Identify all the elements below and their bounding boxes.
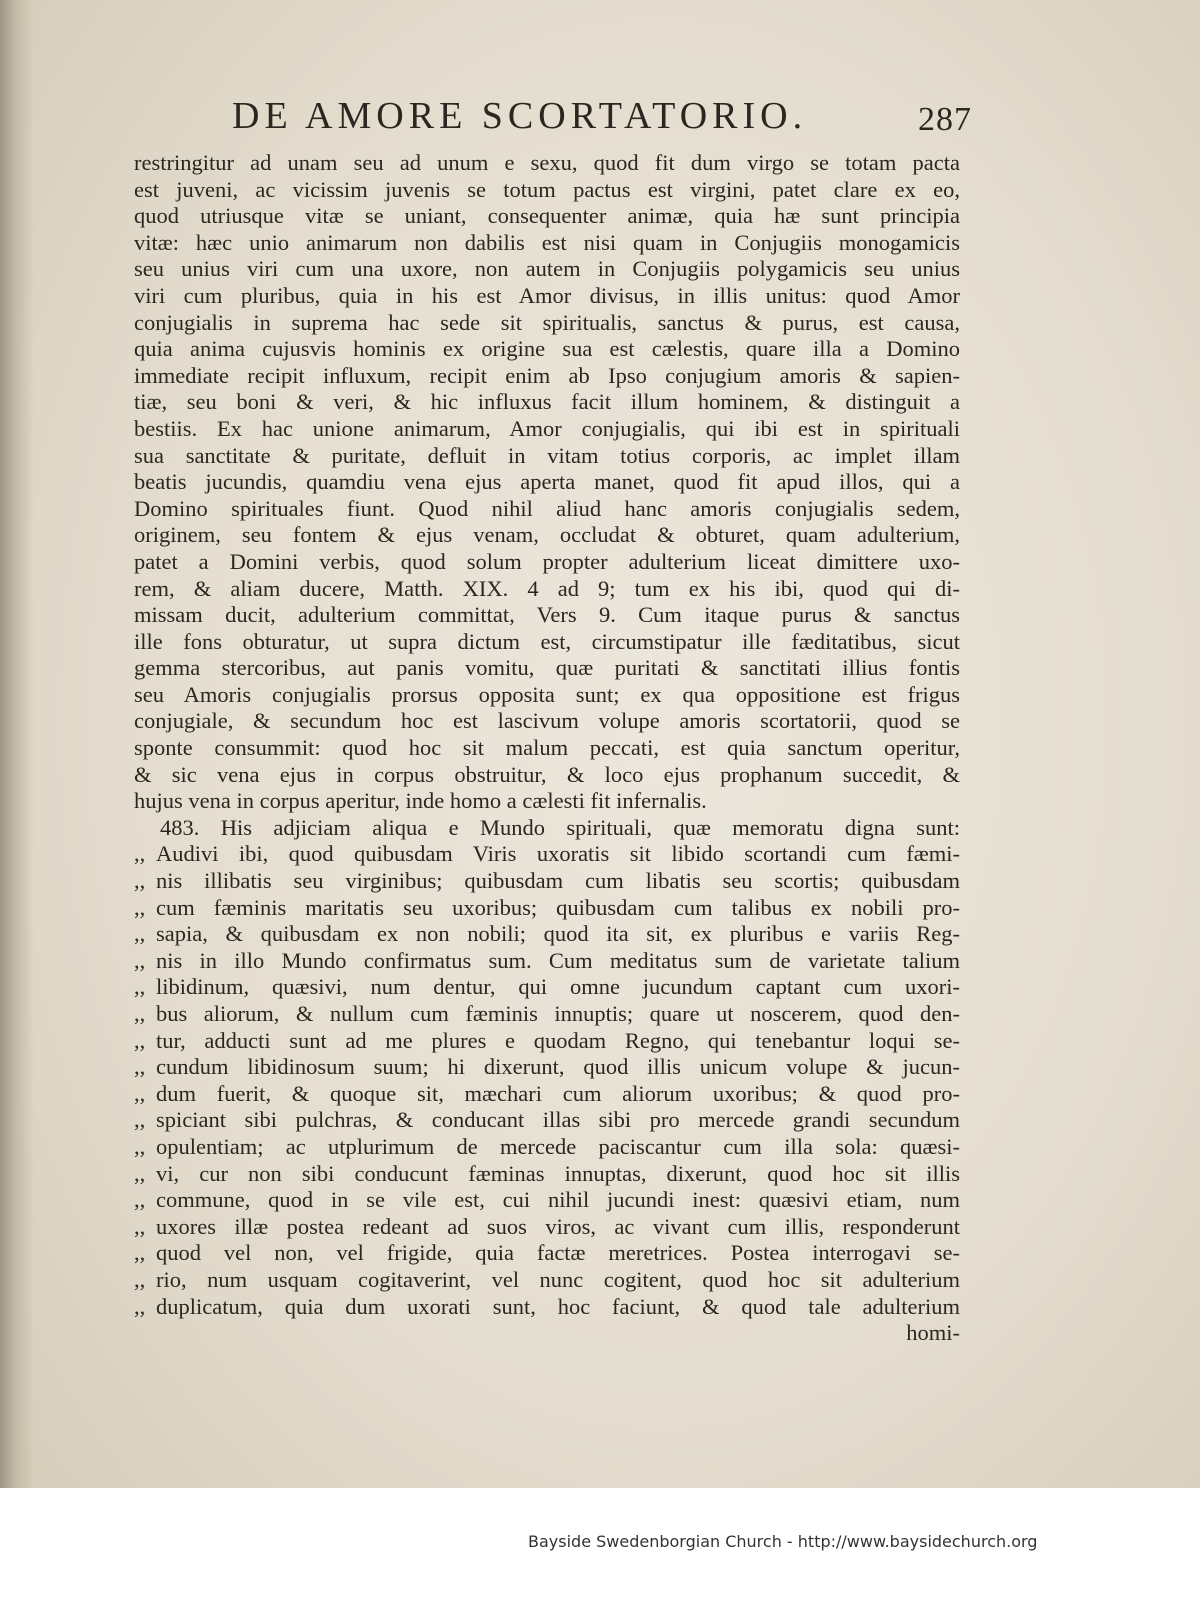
quote-mark: ,, — [134, 1240, 146, 1266]
text-line: ille fons obturatur, ut supra dictum est, circumstipatur ille fæditatibus, sicut — [134, 628, 960, 654]
quoted-text: rio, num usquam cogitaverint, vel nunc cogitent, quod hoc sit adulterium — [156, 1266, 960, 1292]
quoted-text: sapia, & quibusdam ex non nobili; quod ita sit, ex pluribus e variis Reg- — [156, 921, 960, 947]
quoted-line — [134, 1161, 960, 1188]
quoted-line — [134, 948, 960, 975]
text-line: & sic vena ejus in corpus obstruitur, & loco ejus prophanum succedit, & — [134, 761, 960, 787]
quote-mark: ,, — [134, 1001, 146, 1026]
text-line: gemma stercoribus, aut panis vomitu, quæ puritati & sanctitati illius fontis — [134, 655, 960, 681]
quote-mark: ,, — [134, 1293, 146, 1319]
text-line: tiæ, seu boni & veri, & hic influxus facit illum hominem, & distinguit a — [134, 389, 960, 415]
text-line: sua sanctitate & puritate, defluit in vitam totius corporis, ac implet illam — [134, 442, 960, 468]
quote-mark: ,, — [134, 841, 146, 867]
text-line: immediate recipit influxum, recipit enim ab Ipso conjugium amoris & sapien- — [134, 362, 960, 388]
quoted-line — [134, 974, 960, 1001]
quote-mark: ,, — [134, 1213, 146, 1239]
quoted-line — [134, 1107, 960, 1134]
quoted-line — [134, 1081, 960, 1108]
text-line: restringitur ad unam seu ad unum e sexu, quod fit dum virgo se totam pacta — [134, 150, 960, 175]
quote-mark: ,, — [134, 1080, 146, 1106]
text-line: vitæ: hæc unio animarum non dabilis est nisi quam in Conjugiis monogamicis — [134, 229, 960, 255]
quote-mark: ,, — [134, 974, 146, 1000]
quoted-text: commune, quod in se vile est, cui nihil jucundi inest: quæsivi etiam, num — [156, 1187, 960, 1213]
quoted-line — [134, 1187, 960, 1214]
page-number: 287 — [918, 101, 972, 138]
quote-mark: ,, — [134, 947, 146, 973]
text-line: conjugiale, & secundum hoc est lascivum volupe amoris scortatorii, quod se — [134, 708, 960, 734]
quoted-text: opulentiam; ac utplurimum de mercede paciscantur cum illa sola: quæsi- — [156, 1133, 960, 1159]
text-line: rem, & aliam ducere, Matth. XIX. 4 ad 9; tum ex his ibi, quod qui di- — [134, 575, 960, 601]
quoted-text: duplicatum, quia dum uxorati sunt, hoc faciunt, & quod tale adulterium — [156, 1293, 960, 1319]
quoted-text: quod vel non, vel frigide, quia factæ meretrices. Postea interrogavi se- — [156, 1240, 960, 1266]
quoted-text: bus aliorum, & nullum cum fæminis innuptis; quare ut noscerem, quod den- — [156, 1001, 960, 1026]
paragraph-483-heading: 483. His adjiciam aliqua e Mundo spirituali, quæ memoratu digna sunt: — [160, 814, 960, 840]
quoted-text: uxores illæ postea redeant ad suos viros, ac vivant cum illis, responderunt — [156, 1213, 960, 1239]
quote-mark: ,, — [134, 868, 146, 894]
quoted-line — [134, 1028, 960, 1055]
quoted-text: vi, cur non sibi conducunt fæminas innuptas, dixerunt, quod hoc sit illis — [156, 1160, 960, 1186]
quote-mark: ,, — [134, 921, 146, 947]
text-line: bestiis. Ex hac unione animarum, Amor conjugialis, qui ibi est in spirituali — [134, 415, 960, 441]
quoted-text: cundum libidinosum suum; hi dixerunt, quod illis unicum volupe & jucun- — [156, 1054, 960, 1080]
quoted-line — [134, 1001, 960, 1028]
quote-mark: ,, — [134, 894, 146, 920]
quoted-text: dum fuerit, & quoque sit, mæchari cum aliorum uxoribus; & quod pro- — [156, 1080, 960, 1106]
source-watermark: Bayside Swedenborgian Church - http://www.baysidechurch.org — [528, 1532, 1038, 1551]
text-line: quod utriusque vitæ se uniant, consequenter animæ, quia hæ sunt principia — [134, 203, 960, 229]
text-line: seu Amoris conjugialis prorsus opposita sunt; ex qua oppositione est frigus — [134, 681, 960, 707]
quoted-text: nis illibatis seu virginibus; quibusdam cum libatis seu scortis; quibusdam — [156, 868, 960, 894]
quoted-text: tur, adducti sunt ad me plures e quodam Regno, qui tenebantur loqui se- — [156, 1027, 960, 1053]
text-line: patet a Domini verbis, quod solum propter adulterium liceat dimittere uxo- — [134, 548, 960, 574]
text-line: est juveni, ac vicissim juvenis se totum pactus est virgini, patet clare ex eo, — [134, 176, 960, 202]
quoted-line — [134, 895, 960, 922]
text-line: sponte consummit: quod hoc sit malum peccati, est quia sanctum operitur, — [134, 735, 960, 761]
text-line: conjugialis in suprema hac sede sit spiritualis, sanctus & purus, est causa, — [134, 309, 960, 335]
text-line: beatis jucundis, quamdiu vena ejus aperta manet, quod fit apud illos, qui a — [134, 469, 960, 495]
catchword: homi- — [906, 1320, 960, 1346]
running-title: DE AMORE SCORTATORIO. — [232, 95, 808, 137]
quote-mark: ,, — [134, 1266, 146, 1292]
quoted-text: nis in illo Mundo confirmatus sum. Cum meditatus sum de varietate talium — [156, 947, 960, 973]
quoted-line — [134, 921, 960, 948]
quoted-line — [134, 1214, 960, 1241]
text-line: seu unius viri cum una uxore, non autem in Conjugiis polygamicis seu unius — [134, 256, 960, 282]
text-line: originem, seu fontem & ejus venam, occludat & obturet, quam adulterium, — [134, 522, 960, 548]
quoted-line — [134, 1054, 960, 1081]
binding-gutter-shadow — [0, 0, 34, 1608]
quote-mark: ,, — [134, 1054, 146, 1080]
quoted-line — [134, 841, 960, 868]
text-line: missam ducit, adulterium committat, Vers 9. Cum itaque purus & sanctus — [134, 602, 960, 628]
quoted-line — [134, 868, 960, 895]
quote-mark: ,, — [134, 1160, 146, 1186]
text-block — [134, 150, 960, 1347]
quote-mark: ,, — [134, 1027, 146, 1053]
quoted-text: spiciant sibi pulchras, & conducant illas sibi pro mercede grandi secundum — [156, 1107, 960, 1133]
text-line: quia anima cujusvis hominis ex origine sua est cælestis, quare illa a Domino — [134, 336, 960, 362]
quote-mark: ,, — [134, 1133, 146, 1159]
text-line: viri cum pluribus, quia in his est Amor divisus, in illis unitus: quod Amor — [134, 282, 960, 308]
quoted-line — [134, 1294, 960, 1321]
quote-mark: ,, — [134, 1107, 146, 1133]
quoted-text: cum fæminis maritatis seu uxoribus; quibusdam cum talibus ex nobili pro- — [156, 894, 960, 920]
text-line: hujus vena in corpus aperitur, inde homo a cælesti fit infernalis. — [134, 788, 707, 814]
running-head — [232, 88, 972, 144]
quoted-text: libidinum, quæsivi, num dentur, qui omne jucundum captant cum uxori- — [156, 974, 960, 1000]
quoted-line — [134, 1134, 960, 1161]
quote-mark: ,, — [134, 1187, 146, 1213]
quoted-line — [134, 1267, 960, 1294]
quoted-text: Audivi ibi, quod quibusdam Viris uxoratis sit libido scortandi cum fæmi- — [156, 841, 960, 867]
quoted-line — [134, 1240, 960, 1267]
text-line: Domino spirituales fiunt. Quod nihil aliud hanc amoris conjugialis sedem, — [134, 495, 960, 521]
